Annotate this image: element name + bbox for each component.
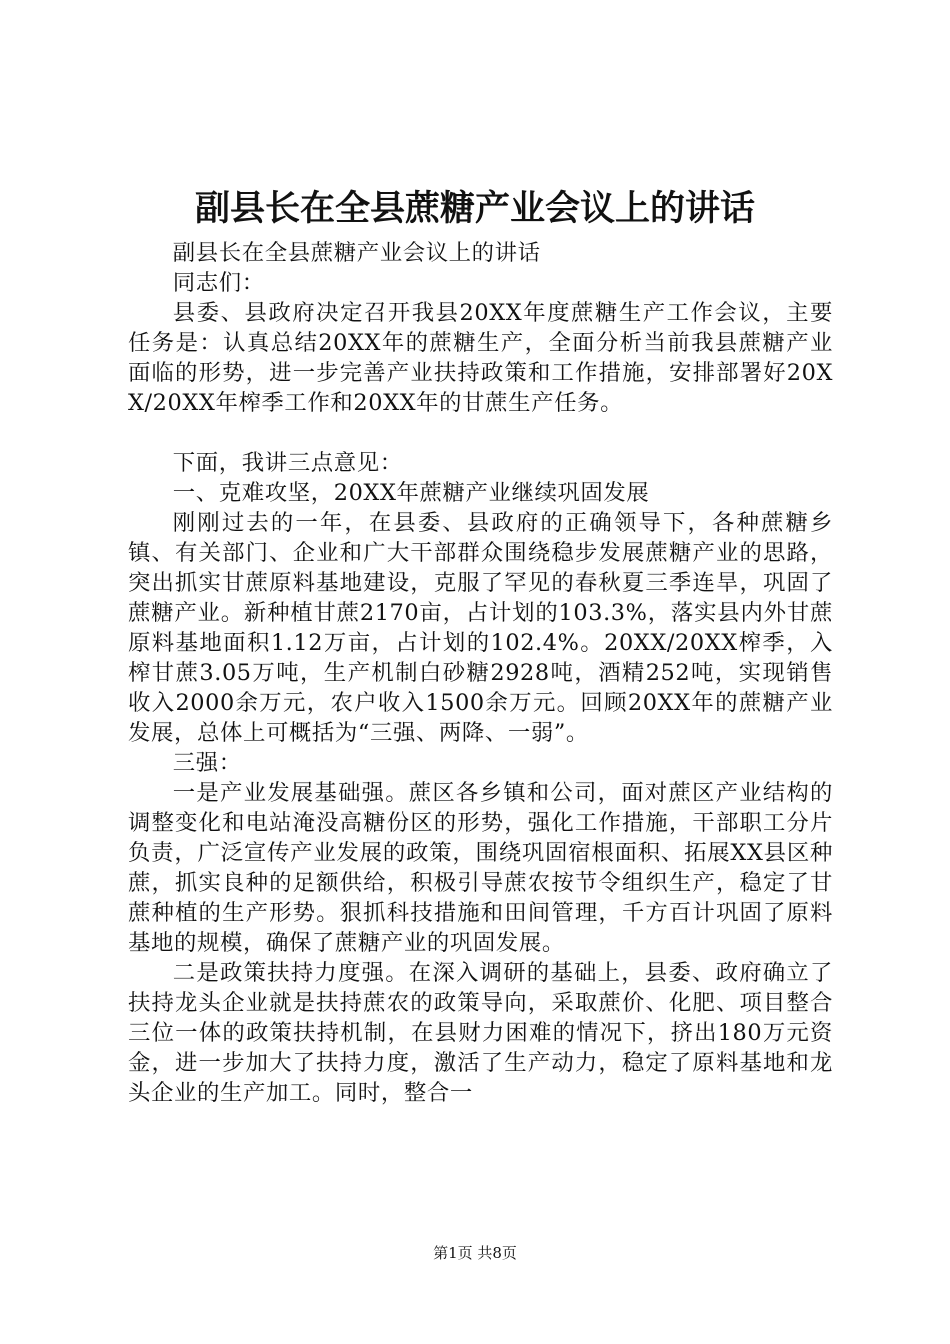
paragraph-salutation: 同志们：: [172, 270, 265, 296]
paragraph-review: 刚刚过去的一年，在县委、县政府的正确领导下，各种蔗糖乡镇、有关部门、企业和广大干部群众围绕稳步发展蔗糖产业的思路，突出抓实甘蔗原料基地建设，克服了罕见的春秋夏三季连旱，巩固了蔗糖产业。新种植甘蔗2170亩，占计划的103.3%，落实县内外甘蔗原料基地面积1.12万亩，占计划的102.4%。20XX/20XX榨季，入榨甘蔗3.05万吨，生产机制白砂糖2928吨，酒精252吨，实现销售收入2000余万元，农户收入1500余万元。回顾20XX年的蔗糖产业发展，总体上可概括为“三强、两降、一弱”。: [128, 510, 833, 746]
document-title: 副县长在全县蔗糖产业会议上的讲话: [194, 188, 755, 229]
section-heading-1: 一、克难攻坚，20XX年蔗糖产业继续巩固发展: [172, 480, 650, 506]
paragraph-opinions: 下面，我讲三点意见：: [172, 450, 403, 476]
paragraph-strength-2: 二是政策扶持力度强。在深入调研的基础上，县委、政府确立了扶持龙头企业就是扶持蔗农的政策导向，采取蔗价、化肥、项目整合三位一体的政策扶持机制，在县财力困难的情况下，挤出180万元资金，进一步加大了扶持力度，激活了生产动力，稳定了原料基地和龙头企业的生产加工。同时，整合一: [128, 960, 833, 1106]
paragraph-strength-1: 一是产业发展基础强。蔗区各乡镇和公司，面对蔗区产业结构的调整变化和电站淹没高糖份区的形势，强化工作措施，干部职工分片负责，广泛宣传产业发展的政策，围绕巩固宿根面积、拓展XX县区种蔗，抓实良种的足额供给，积极引导蔗农按节令组织生产，稳定了甘蔗种植的生产形势。狠抓科技措施和田间管理，千方百计巩固了原料基地的规模，确保了蔗糖产业的巩固发展。: [128, 780, 833, 956]
page-indicator: 第1页 共8页: [433, 1244, 517, 1262]
paragraph-intro: 县委、县政府决定召开我县20XX年度蔗糖生产工作会议，主要任务是：认真总结20XX年的蔗糖生产，全面分析当前我县蔗糖产业面临的形势，进一步完善产业扶持政策和工作措施，安排部署好20XX/20XX年榨季工作和20XX年的甘蔗生产任务。: [128, 300, 833, 416]
document-body: [128, 238, 833, 1108]
paragraph-three-strengths-heading: 三强：: [172, 750, 242, 776]
paragraph-subtitle: 副县长在全县蔗糖产业会议上的讲话: [172, 240, 541, 266]
